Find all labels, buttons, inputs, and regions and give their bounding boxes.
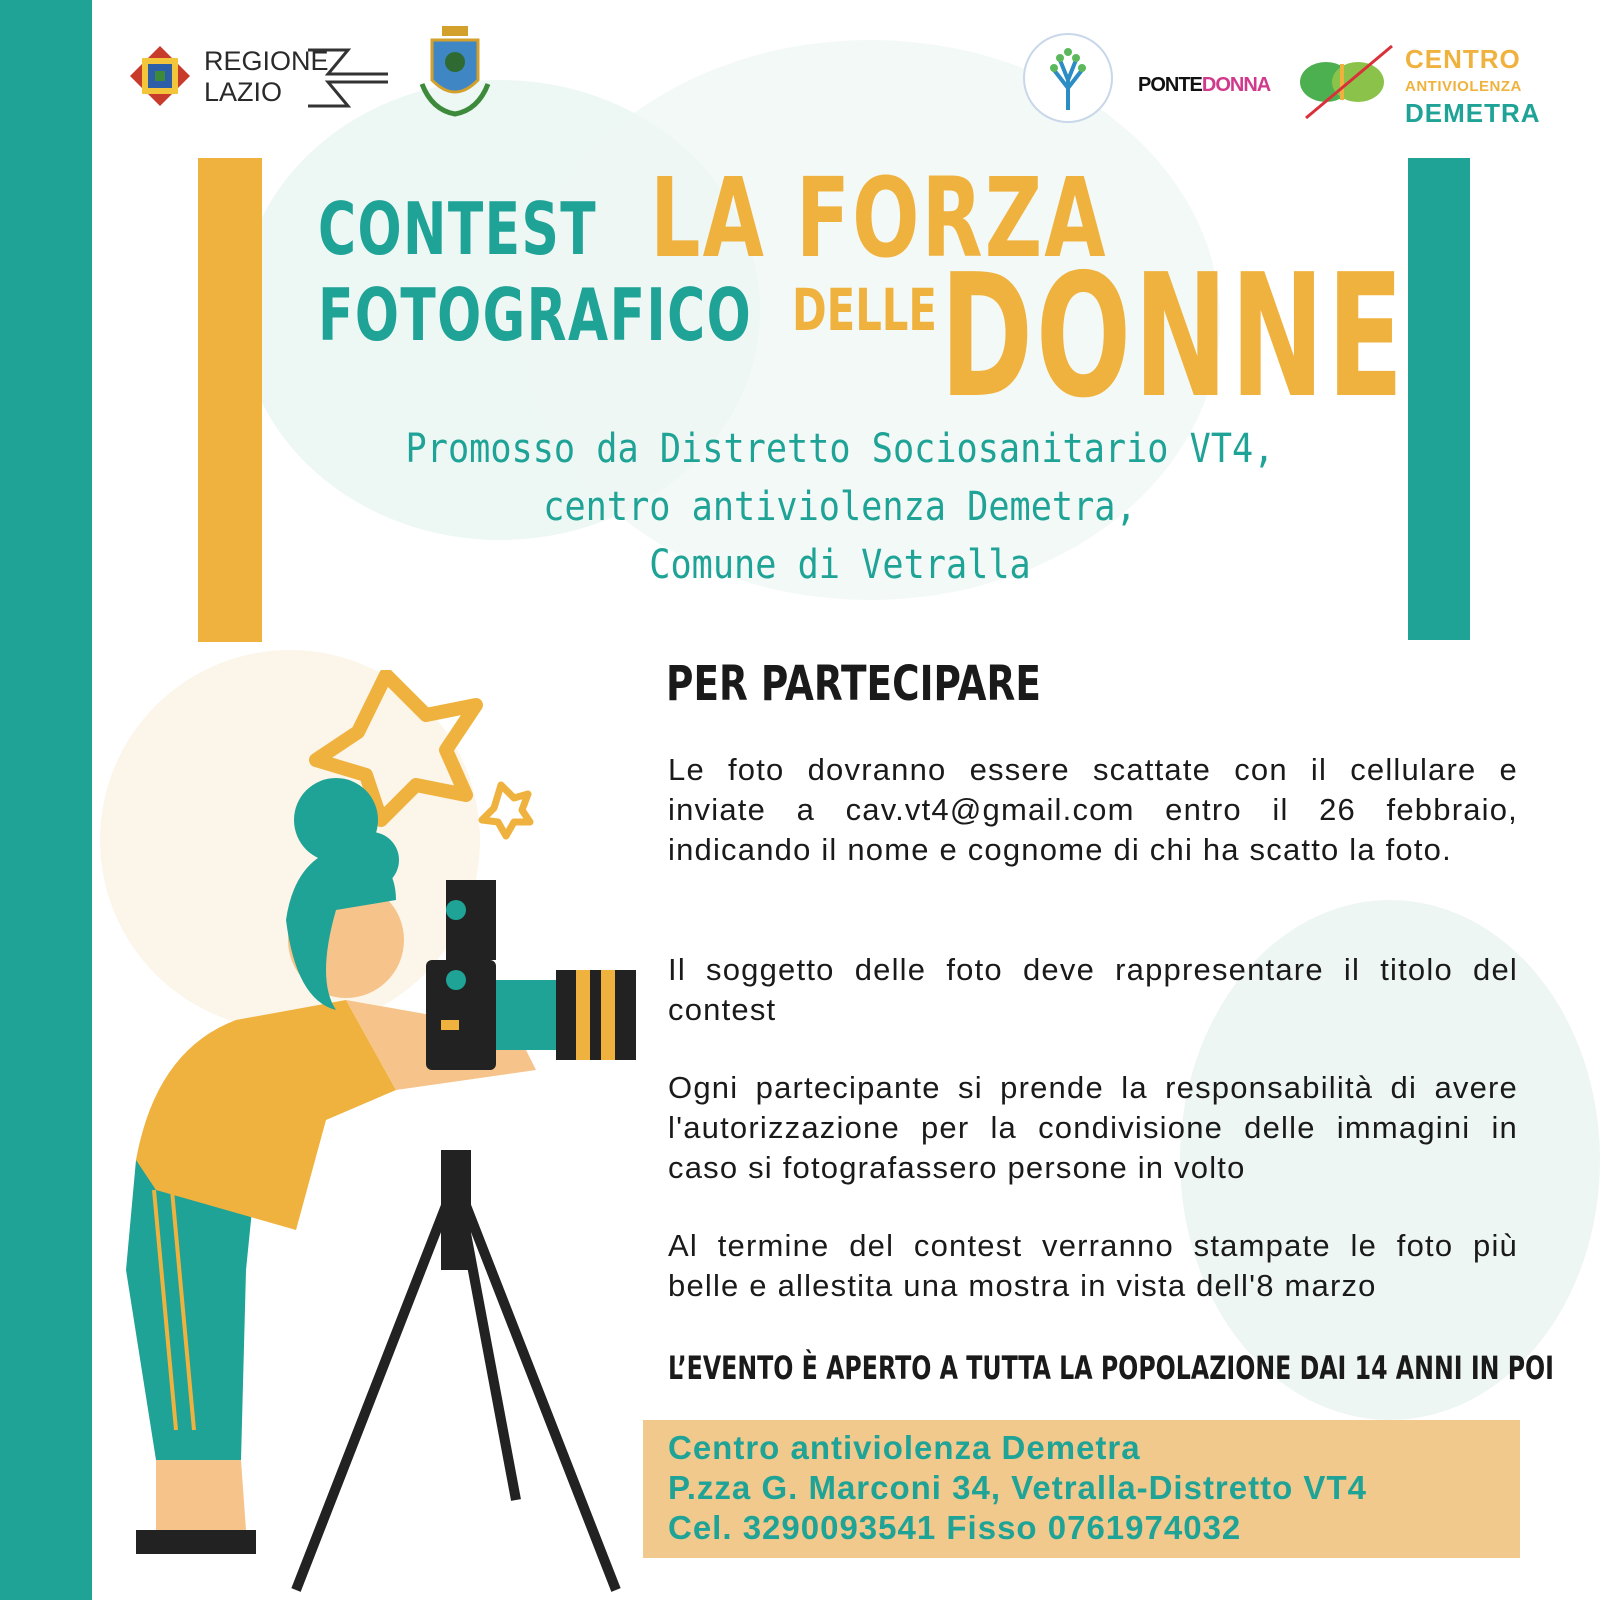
butterfly-icon xyxy=(1296,42,1396,122)
title-fotografico: FOTOGRAFICO xyxy=(318,273,753,357)
regione-lazio-logo xyxy=(128,44,388,114)
star-icon xyxy=(482,785,530,836)
promo-line2: centro antiviolenza Demetra, xyxy=(543,484,1137,530)
paragraph-1: Le foto dovranno essere scattate con il cellulare e inviate a cav.vt4@gmail.com entro il 26 febbraio, indicando il nome e cognome di chi ha scatto la foto. xyxy=(668,752,1518,867)
pontedonna-logo xyxy=(1138,74,1270,97)
title-donne: DONNE xyxy=(940,238,1407,436)
teal-accent-bar xyxy=(1408,158,1470,640)
paragraph-4: Al termine del contest verranno stampate le foto più belle e allestita una mostra in vista dell'8 marzo xyxy=(668,1228,1518,1303)
regione-lines-icon xyxy=(308,46,388,110)
pontedonna-part1: PONTE xyxy=(1138,74,1202,96)
regione-line1: REGIONE xyxy=(204,46,329,76)
promo-text xyxy=(365,420,1315,594)
centro-line3: DEMETRA xyxy=(1405,98,1541,128)
pontedonna-part2: DONNA xyxy=(1201,74,1271,96)
woman-photographer-illustration xyxy=(96,670,656,1600)
regione-emblem-icon xyxy=(128,44,192,108)
contact-phones: Cel. 3290093541 Fisso 0761974032 xyxy=(668,1509,1242,1546)
comune-crest-icon xyxy=(412,24,498,120)
title-delle: DELLE xyxy=(792,276,937,344)
contact-name: Centro antiviolenza Demetra xyxy=(668,1429,1141,1466)
orange-accent-bar xyxy=(198,158,262,642)
paragraph-3: Ogni partecipante si prende la responsabilità di avere l'autorizzazione per la condivisione delle immagini in caso si fotografassero persone in volto xyxy=(668,1070,1518,1185)
distretto-socio-sanitario-logo xyxy=(1020,30,1116,126)
centro-line1: CENTRO xyxy=(1405,44,1521,74)
section-heading: PER PARTECIPARE xyxy=(666,656,1041,712)
promo-line1: Promosso da Distretto Sociosanitario VT4, xyxy=(405,426,1275,472)
contact-address: P.zza G. Marconi 34, Vetralla-Distretto VT4 xyxy=(668,1469,1367,1506)
regione-line2: LAZIO xyxy=(204,77,283,107)
left-stripe xyxy=(0,0,92,1600)
title-la-forza: LA FORZA xyxy=(650,154,1108,282)
promo-line3: Comune di Vetralla xyxy=(649,542,1031,588)
open-event-notice: L’EVENTO È APERTO A TUTTA LA POPOLAZIONE DAI 14 ANNI IN POI xyxy=(668,1349,1554,1387)
paragraph-2: Il soggetto delle foto deve rappresentare il titolo del contest xyxy=(668,952,1518,1027)
title-contest: CONTEST xyxy=(318,187,598,271)
centro-line2: ANTIVIOLENZA xyxy=(1405,78,1522,95)
